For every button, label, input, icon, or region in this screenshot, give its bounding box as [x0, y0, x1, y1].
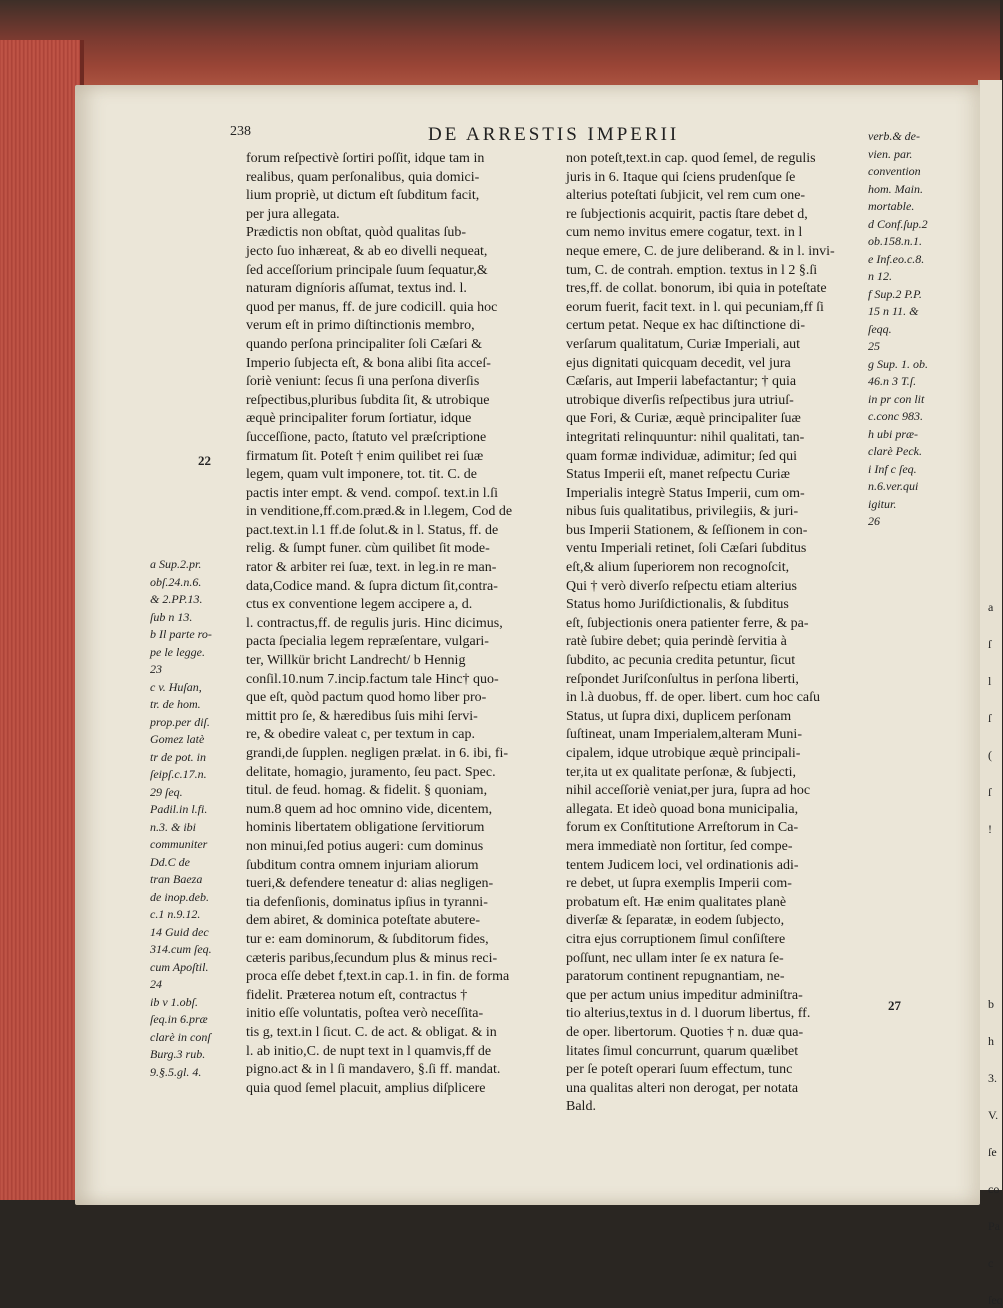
text-line: jecto ſuo inhæreat, & ab eo divelli nequeat, [246, 243, 488, 259]
text-line: Imperio ſubjecta eſt, & bona alibi ſita acceſ- [246, 355, 491, 371]
marginal-note: cum Apoſtil. [150, 959, 209, 974]
marginal-note: tr de pot. in [150, 749, 206, 764]
text-line: pactis inter empt. & vend. compoſ. text.in l.ſi [246, 485, 498, 501]
marginal-note: de inop.deb. [150, 889, 209, 904]
text-line: naturam digníoris aſſumat, textus ind. l. [246, 281, 467, 297]
marginal-note: verb.& de- [868, 129, 920, 143]
marginal-note: communiter [150, 837, 208, 851]
text-line: cæteris paribus,ſecundum plus & minus reci- [246, 950, 498, 966]
text-line: Status homo Juriſdictionalis, & ſubditus [566, 597, 789, 613]
right-marginal-notes [868, 128, 928, 531]
marginal-note: ſeipſ.c.17.n. [150, 767, 207, 781]
marginal-note: tran Baeza [150, 872, 203, 886]
text-line: legem, quam vult imponere, tot. tit. C. de [246, 467, 477, 483]
text-line: litates ſimul concurrunt, quarum quælibet [566, 1043, 799, 1059]
marginal-note: c.conc 983. [868, 409, 923, 423]
marginal-note: c v. Huſan, [150, 679, 202, 694]
text-line: tio alterius,textus in d. l duorum libertus, ff. [566, 1006, 811, 1022]
marginal-note: Padil.in l.fi. [150, 802, 208, 816]
marginal-note: pe le legge. [150, 644, 205, 659]
text-line: firmatum ſit. Poteſt † enim quilibet rei ſuæ [246, 448, 484, 464]
marginal-note: hom. Main. [868, 181, 923, 196]
text-line: grandi,de ſupplen. negligen prælat. in 6. ibi, fi- [246, 746, 509, 761]
text-line: per jura allegata. [246, 206, 340, 222]
marginal-note: f Sup.2 P.P. [868, 286, 922, 301]
text-line: alterius poteſtati ſubjicit, vel rem cum one- [566, 188, 806, 204]
text-line: que Fori, & Curiæ, æquè principaliter ſuæ [566, 411, 801, 427]
text-line: bus Imperii Stationem, & ſeſſionem in con- [566, 522, 808, 538]
text-line: ratè ſubire debet; quia perindè ſervitia à [566, 634, 787, 650]
next-page-glyph: ſ [988, 637, 992, 651]
text-line: de oper. libertorum. Quoties † n. duæ qua- [566, 1024, 804, 1040]
marginal-note: n.6.ver.qui [868, 479, 919, 493]
text-line: fidelit. Præterea notum eſt, contractus † [246, 987, 468, 1003]
text-line: tis g, text.in l ſicut. C. de act. & obligat. & in [246, 1024, 497, 1040]
next-page-fragment [978, 80, 1003, 1307]
marginal-note: Gomez latè [150, 732, 205, 746]
text-line: reſpectibus,pluribus ſubdita ſit, & utrobique [246, 392, 490, 408]
text-line: initio eſſe voluntatis, poſtea verò neceſſita- [246, 1006, 484, 1022]
text-line: tia defenſionis, dominatus ipſius in tyranni- [246, 894, 488, 910]
next-page-glyph: ſe [988, 1145, 997, 1159]
text-line: cum nemo invitus emere cogatur, text. in l [566, 225, 803, 241]
next-page-glyph: h [988, 1034, 994, 1048]
text-line: ctus ex conventione legem accipere a, d. [246, 597, 473, 613]
text-line: una qualitas alteri non derogat, per notata [566, 1080, 799, 1096]
text-line: lium propriè, ut dictum eſt ſubditum facit, [246, 188, 480, 204]
marginal-note: 46.n 3 T.ſ. [868, 374, 917, 388]
text-line: juris in 6. Itaque qui ſciens prudenſque ſe [566, 169, 796, 185]
marginal-note: 9.§.5.gl. 4. [150, 1064, 202, 1079]
next-page-glyph: co [988, 1182, 1000, 1196]
text-line: ſubditum contra omnem injuriam aliorum [246, 857, 479, 873]
text-line: tueri,& defendere teneatur d: alias negligen- [246, 876, 494, 892]
marginal-note: a Sup.2.pr. [150, 557, 202, 571]
left-text-column [246, 150, 551, 1098]
next-page-glyph: Pa [988, 1219, 1000, 1233]
text-line: probatum eſt. Hæ enim qualitates planè [566, 894, 787, 910]
marginal-note: h ubi præ- [868, 426, 919, 441]
text-line: mera immediatè non ſortitur, ſed compe- [566, 838, 793, 854]
marginal-note: g Sup. 1. ob. [868, 356, 928, 371]
next-page-glyph: ſeq [988, 1293, 1003, 1307]
text-line: Qui † verò diverſo reſpectu etiam alterius [566, 578, 797, 594]
next-page-glyph: ſ [988, 711, 992, 725]
text-line: conſil.10.num 7.incip.factum tale Hinc† quo- [246, 671, 499, 687]
text-line: ſucceſſione, pacto, ſtatuto vel præſcriptione [246, 429, 487, 445]
text-line: ejus dignitati quicquam decedit, vel jura [566, 355, 791, 371]
book-fore-edge [0, 40, 84, 1200]
text-line: eorum fuerit, facit text. in l. qui pecuniam,ff ſi [566, 299, 824, 315]
marginal-note: 314.cum ſeq. [150, 942, 212, 956]
text-line: l. contractus,ff. de regulis juris. Hinc dicimus, [246, 615, 503, 631]
marginal-note: d Conf.ſup.2 [868, 216, 928, 231]
text-line: rator & arbiter rei ſuæ, text. in leg.in re man- [246, 560, 497, 576]
text-line: nibus ſuis qualitatibus, privilegiis, & juri- [566, 504, 799, 520]
marginal-note: Burg.3 rub. [150, 1047, 206, 1061]
text-line: ventu Imperiali retinet, ſoli Cæſari ſubditus [566, 541, 807, 557]
text-line: tur e: eam dominorum, & ſubditorum fides, [246, 931, 489, 947]
marginal-note: ob.158.n.1. [868, 234, 922, 248]
text-line: Bald. [566, 1099, 596, 1115]
marginal-note: e Inf.eo.c.8. [868, 251, 925, 266]
next-page-glyph: 3. [988, 1071, 997, 1085]
marginal-note: ſeqq. [868, 321, 892, 336]
text-line: verum eſt in primo diſtinctionis membro, [246, 318, 475, 334]
marginal-note: vien. par. [868, 146, 913, 161]
text-line: realibus, quam perſonalibus, quia domici- [246, 169, 480, 185]
marginal-note: 14 Guid dec [150, 924, 209, 939]
text-line: eſt,& alium ſuperiorem non recognoſcit, [566, 560, 790, 576]
next-page-glyph: ſ [988, 785, 992, 799]
marginal-note: in pr con lit [868, 391, 925, 406]
text-line: quod per manus, ff. de jure codicill. quia hoc [246, 299, 498, 315]
text-line: quando perſona principaliter ſoli Cæſari & [246, 336, 482, 352]
marginal-note: clarè Peck. [868, 444, 922, 458]
text-line: pigno.act & in l ſi mandavero, §.ſi ff. mandat. [246, 1062, 501, 1078]
next-page-glyph: ! [988, 822, 992, 836]
marginal-note: Dd.C de [150, 854, 190, 869]
text-line: proca eſſe debet f,text.in cap.1. in fin. de forma [246, 969, 510, 985]
marginal-note: ſub n 13. [150, 609, 193, 624]
running-title: DE ARRESTIS IMPERII [428, 124, 680, 145]
text-line: data,Codice mand. & ſupra dictum ſit,contra- [246, 578, 498, 594]
marginal-note: n.3. & ibi [150, 819, 197, 834]
text-line: que eſt, quòd pactum quod homo liber pro- [246, 690, 487, 706]
text-line: per ſe poteſt operari ſuum effectum, tunc [566, 1062, 793, 1078]
right-text-column [566, 150, 866, 1117]
text-line: Status Imperii eſt, manet reſpectu Curiæ [566, 467, 790, 483]
text-line: num.8 quem ad hoc omnino vide, dicentem, [246, 801, 493, 817]
text-line: æquè principaliter forum ſortiatur, idque [246, 411, 472, 427]
text-line: delitate, homagio, juramento, ſeu pact. Spec. [246, 764, 496, 780]
text-line: forum ex Conſtitutione Arreſtorum in Ca- [566, 820, 799, 836]
text-line: certum petat. Neque ex hac diſtinctione di- [566, 318, 806, 334]
marginal-note: b Il parte ro- [150, 627, 212, 641]
text-line: eſt, ſubjectionis onera patienter ferre, & pa- [566, 615, 809, 631]
text-line: in venditione,ff.com.præd.& in l.legem, Cod de [246, 504, 513, 520]
marginal-note: 23 [150, 662, 162, 676]
marginal-note: igitur. [868, 496, 897, 511]
text-line: allegata. Et ideò quoad bona municipalia, [566, 801, 799, 817]
next-page-glyph: V. [988, 1108, 999, 1122]
text-line: cipalem, idque utrobique æquè principali- [566, 746, 801, 761]
marginal-note: 25 [868, 339, 880, 353]
text-line: l. ab initio,C. de nupt text in l quamvis,ff de [246, 1043, 492, 1059]
text-line: ter, Willkür bricht Landrecht/ b Hennig [246, 653, 466, 669]
text-line: citra ejus corruptionem ſimul conſiſtere [566, 931, 786, 947]
text-line: ter,ita ut ex qualitate perſonæ, & ſubjecti, [566, 764, 796, 780]
text-line: re debet, ut ſupra exemplis Imperii com- [566, 876, 792, 892]
text-line: pact.text.in l.1 ff.de ſolut.& in l. Status, ff. de [246, 522, 499, 538]
text-line: Imperialis integrè Status Imperii, cum om- [566, 485, 805, 501]
text-line: titul. de feud. homag. & fidelit. § quoniam, [246, 783, 488, 799]
marginal-note: i Inf c ſeq. [868, 461, 917, 476]
text-line: dem abiret, & dominica poteſtate abutere- [246, 913, 481, 929]
marginal-note: c.1 n.9.12. [150, 907, 201, 921]
text-line: utrobique diverſis reſpectibus jura utriuſ- [566, 392, 794, 408]
next-page-glyph: l [988, 674, 992, 688]
text-line: ſed acceſſorium principale ſuum ſequatur,& [246, 262, 488, 278]
marginal-note: prop.per diſ. [150, 714, 210, 729]
text-line: paratorum continent repugnantiam, ne- [566, 969, 785, 985]
section-number-27: 27 [888, 998, 901, 1013]
text-line: forum reſpectivè ſortiri poſſit, idque tam in [246, 151, 485, 166]
text-line: relig. & ſumpt funer. cùm quilibet ſit mode- [246, 541, 490, 557]
text-line: diverſæ & ſeparatæ, in eodem ſubjecto, [566, 913, 785, 929]
text-line: tum, C. de contrah. emption. textus in l 2 §.ſi [566, 262, 818, 278]
text-line: tres,ff. de collat. bonorum, ibi quia in poteſtate [566, 281, 827, 297]
text-line: Prædictis non obſtat, quòd qualitas ſub- [246, 225, 467, 241]
text-line: quam formæ individuæ, adimitur; ſed qui [566, 448, 797, 464]
marginal-note: obſ.24.n.6. [150, 574, 202, 589]
next-page-glyph: c [988, 1256, 994, 1270]
text-line: reſpondet Juriſconſultus in perſona liberti, [566, 671, 799, 687]
text-line: non poteſt,text.in cap. quod ſemel, de regulis [566, 151, 816, 166]
marginal-note: ſeq.in 6.præ [150, 1012, 208, 1026]
section-number-22: 22 [198, 453, 211, 468]
text-line: pacta ſpecialia legem repræſentare, vulgari- [246, 634, 489, 650]
text-line: re ſubjectionis acquirit, pactis ſtare debet d, [566, 206, 808, 222]
text-line: integritati relinquuntur: nihil qualitati, tan- [566, 429, 805, 445]
text-line: non minui,ſed potius augeri: cum dominus [246, 838, 484, 854]
text-line: ſubdito, ac pecunia credita petuntur, ſicut [566, 653, 796, 669]
text-line: verſarum qualitatum, Curiæ Imperiali, aut [566, 336, 801, 352]
text-line: quia quod ſemel placuit, amplius diſplicere [246, 1080, 486, 1096]
text-line: neque emere, C. de jure deliberand. & in l. invi- [566, 243, 835, 259]
text-line: Status, ut ſupra dixi, duplicem perſonam [566, 708, 792, 724]
text-line: nihil acceſſoriè veniat,per jura, ſupra ad hoc [566, 783, 811, 799]
next-page-glyph: ( [988, 748, 992, 762]
text-line: Cæſaris, aut Imperii labefactantur; † quia [566, 374, 797, 390]
text-line: poſſunt, nec ullam inter ſe ex natura ſe- [566, 950, 784, 966]
marginal-note: ib v 1.obſ. [150, 994, 198, 1009]
text-line: re, & obedire valeat c, per textum in cap. [246, 727, 475, 743]
text-line: hominis libertatem obligatione ſervitiorum [246, 820, 485, 836]
text-line: que per actum unius impeditur adminiſtra- [566, 987, 803, 1003]
marginal-note: 24 [150, 977, 162, 991]
book-top-edge [0, 0, 1000, 95]
marginal-note: tr. de hom. [150, 697, 201, 711]
marginal-note: 15 n 11. & [868, 304, 919, 318]
marginal-note: mortable. [868, 199, 915, 213]
marginal-note: n 12. [868, 269, 892, 283]
next-page-glyph: a [988, 600, 994, 614]
marginal-note: clarè in conſ [150, 1029, 211, 1044]
text-line: tentem Judicem loci, vel ordinationis adi- [566, 857, 799, 873]
text-line: ſuſtineat, unam Imperialem,alteram Muni- [566, 727, 802, 743]
left-marginal-notes [150, 556, 212, 1081]
text-line: ſoriè veniunt: ſecus ſi una perſona diverſis [246, 374, 480, 390]
text-line: mittit pro ſe, & hæredibus ſuis mihi ſervi- [246, 708, 478, 724]
marginal-note: convention [868, 164, 921, 178]
next-page-glyph: b [988, 997, 994, 1011]
marginal-note: 29 ſeq. [150, 784, 183, 799]
marginal-note: & 2.PP.13. [150, 592, 203, 606]
page-number: 238 [230, 124, 251, 139]
marginal-note: 26 [868, 514, 880, 528]
text-line: in l.à duobus, ff. de oper. libert. cum hoc caſu [566, 690, 821, 706]
